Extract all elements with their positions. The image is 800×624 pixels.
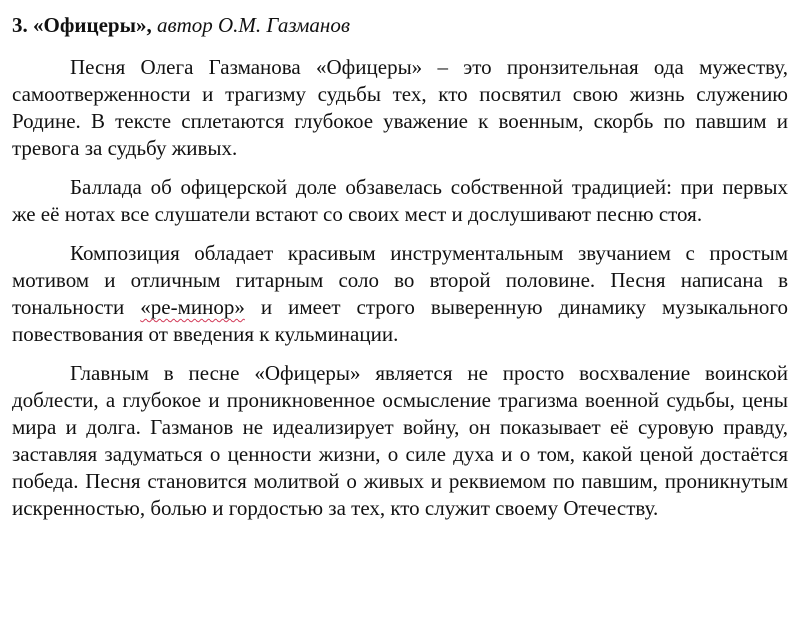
section-author: автор О.М. Газманов	[156, 13, 350, 37]
paragraph-2: Баллада об офицерской доле обзавелась собственной традицией: при первых же её нотах все слушатели встают со своих мест и дослушивают песню стоя.	[12, 175, 788, 226]
paragraph-3-text-after: и имеет строго выверенную динамику музыкального повествования от введения к кульминации.	[12, 295, 789, 346]
paragraph-3	[12, 240, 788, 348]
document-page	[12, 10, 788, 534]
section-heading	[12, 10, 788, 40]
paragraph-1: Песня Олега Газманова «Офицеры» – это пронзительная ода мужеству, самоотверженности и трагизму судьбы тех, кто посвятил свою жизнь служению Родине. В тексте сплетаются глубокое уважение к военным, скорбь по павшим и тревога за судьбу живых.	[12, 55, 788, 160]
section-title: 3. «Офицеры»,	[12, 13, 152, 37]
spellcheck-underlined-word[interactable]: «ре-минор»	[140, 295, 245, 319]
paragraph-4: Главным в песне «Офицеры» является не просто восхваление воинской доблести, а глубокое и проникновенное осмысление трагизма военной судьбы, цены мира и долга. Газманов не идеализирует войну, он показывает её суровую правду, заставляя задуматься о ценности жизни, о силе духа и о том, какой ценой достаётся победа. Песня становится молитвой о живых и реквиемом по павшим, проникнутым искренностью, болью и гордостью за тех, кто служит своему Отечеству.	[12, 361, 788, 520]
paragraph-3-text-before: Композиция обладает красивым инструментальным звучанием с простым мотивом и отличным гитарным соло во второй половине. Песня написана в тональности	[12, 241, 788, 319]
